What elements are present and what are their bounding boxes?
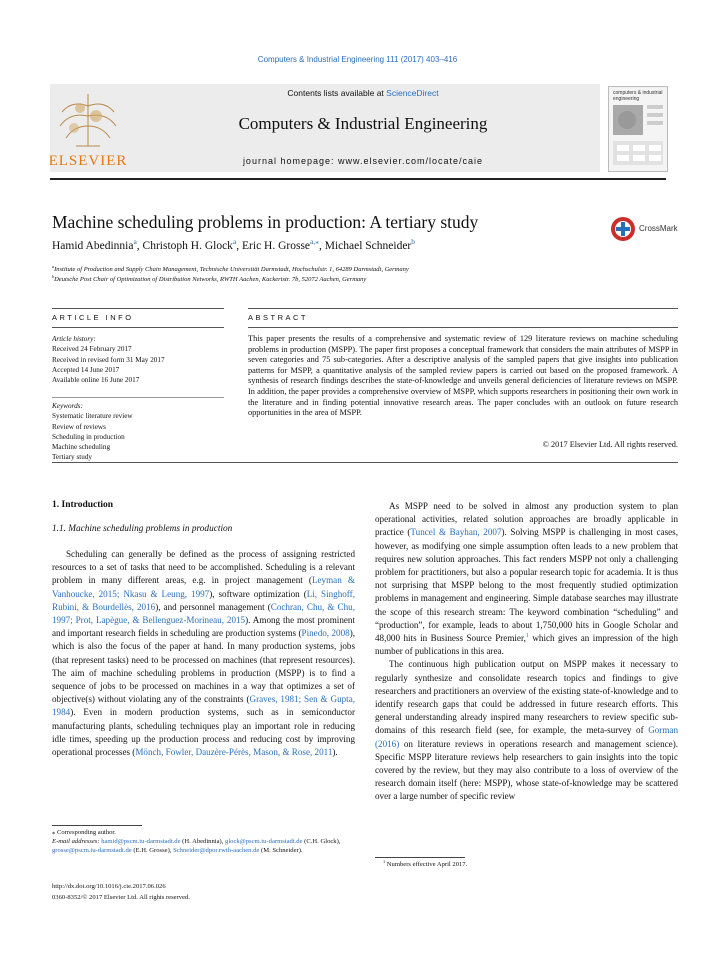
author-affiliation-marker[interactable]: a,⁎ xyxy=(310,237,319,247)
contents-prefix: Contents lists available at xyxy=(287,88,387,98)
citation-link[interactable]: Pinedo, 2008 xyxy=(301,628,350,639)
author-affiliation-marker[interactable]: b xyxy=(411,237,415,247)
abstract-text: This paper presents the results of a comprehensive and systematic review of 129 literature reviews on machine scheduling problems in production (MSPP). The paper first proposes a conceptual framework that considers the main attributes of MSPP in seven categories and 75 sub-categories. After a descriptive analysis of the sampled papers that give insights into publication patterns for MSPP, a quantitative analysis of the sampled review papers is carried out based on the proposed framework. A synthesis of research findings describes the state-of-knowledge and unveils general deficiencies of literature reviews on MSPP. In addition, the paper provides a comprehensive overview of MSPP, which supports researchers in positioning their own work in the literature and in finding potential innovative research areas. The paper concludes with an outlook on future research opportunities in the area of MSPP. xyxy=(248,334,678,418)
article-title: Machine scheduling problems in production: A tertiary study xyxy=(52,212,479,232)
keywords-label: Keywords: xyxy=(52,402,83,410)
citation-link[interactable]: Cochran, Chu, & Chu, 1997; Prot, Lapègue, & Bellenguez-Morineau, 2015 xyxy=(52,601,355,626)
corresponding-author: ⁎ Corresponding author. xyxy=(52,829,116,836)
body-paragraph: Scheduling can generally be defined as the process of assigning restricted resources to a set of tasks that need to be accomplished. Scheduling is a relevant problem in many different areas, e.g. in project management (Leyman & Vanhoucke, 2015; Nkasu & Leung, 1997), software optimization (Li, Singhoff, Rubini, & Bourdellès, 2016), and personnel management (Cochran, Chu, & Chu, 1997; Prot, Lapègue, & Bellenguez-Morineau, 2015). Among the most prominent and important research fields in scheduling are production systems (Pinedo, 2008), which is also the focus of the paper at hand. In many production systems, jobs (that represent tasks) need to be processed on machines (that represent resources). The aim of machine scheduling problems in production (MSPP) is to find a sequence of jobs to be processed on machines in a way that optimizes a set of objective(s) without violating any of the constraints (Graves, 1981; Sen & Gupta, 1984). Even in modern production systems, such as in semiconductor manufacturing plants, scheduling techniques play an important role in reducing idle times, speeding up the production process and reducing cost by improving operational processes (Mönch, Fowler, Dauzère-Pérès, Mason, & Rose, 2011). xyxy=(52,549,356,758)
journal-cover-thumbnail xyxy=(608,86,668,172)
crossmark-icon xyxy=(610,216,636,242)
elsevier-logo xyxy=(50,86,126,170)
intro-paragraph-left xyxy=(52,548,355,759)
affiliation-b: $^b$Deutsche Post Chair of Optimization of Distribution Networks, RWTH Aachen, Kackertstr. 7b, 52072 Aachen, Germany xyxy=(52,273,367,283)
section-heading: 1. Introduction xyxy=(52,500,114,510)
contents-line xyxy=(128,88,598,98)
abstract-rule-bottom xyxy=(52,462,678,463)
history-received: Received 24 February 2017 xyxy=(52,345,132,354)
svg-text:ELSEVIER: ELSEVIER xyxy=(50,153,126,169)
author-name: Eric H. Grosse xyxy=(242,240,311,252)
keywords-rule xyxy=(52,397,224,398)
history-revised: Received in revised form 31 May 2017 xyxy=(52,355,165,364)
copyright-line: © 2017 Elsevier Ltd. All rights reserved. xyxy=(542,440,678,449)
sciencedirect-link[interactable]: ScienceDirect xyxy=(386,88,439,98)
author-name: Hamid Abedinnia xyxy=(52,240,134,252)
keyword: Machine scheduling xyxy=(52,443,111,452)
homepage-url[interactable]: www.elsevier.com/locate/caie xyxy=(338,156,484,166)
history-online: Available online 16 June 2017 xyxy=(52,376,140,385)
abstract-heading: ABSTRACT xyxy=(248,313,309,322)
abstract-rule xyxy=(248,327,678,328)
subsection-heading: 1.1. Machine scheduling problems in production xyxy=(52,524,233,534)
doi-link[interactable]: http://dx.doi.org/10.1016/j.cie.2017.06.026 xyxy=(52,883,166,890)
citation-link[interactable]: Leyman & Vanhoucke, 2015; Nkasu & Leung, 1997 xyxy=(52,575,355,599)
keyword: Scheduling in production xyxy=(52,432,125,441)
article-info-heading: ARTICLE INFO xyxy=(52,313,134,322)
homepage-prefix: journal homepage: xyxy=(242,156,338,166)
affiliation-a: $^a$Institute of Production and Supply Chain Management, Technische Universität Darmstadt, Hochschulstr. 1, 64289 Darmstadt, Germany xyxy=(52,263,409,273)
keyword: Systematic literature review xyxy=(52,412,133,421)
email-addresses: E-mail addresses: hamid@pscm.tu-darmstadt.de (H. Abedinnia), glock@pscm.tu-darmstadt.de (C.H. Glock), grosse@pscm.tu-darmstadt.de (E.H. Grosse), Schneider@dpor.rwth-aachen.de (M. Schneider). xyxy=(52,838,341,855)
email-link[interactable]: grosse@pscm.tu-darmstadt.de xyxy=(52,847,132,855)
intro-column-right xyxy=(375,500,678,804)
author-affiliation-marker[interactable]: a xyxy=(232,237,237,247)
crossmark-badge[interactable] xyxy=(610,216,700,242)
corresponding-footnote xyxy=(52,828,357,856)
author-list: Hamid Abedinnia$^a$, Christoph H. Glock$^a$, Eric H. Grosse$^{a,⁎}$, Michael Schneider$^b$ xyxy=(52,237,415,252)
author-name: Christoph H. Glock xyxy=(142,240,233,252)
author-name: Michael Schneider xyxy=(324,240,412,252)
article-history xyxy=(52,334,224,385)
footnote-rule-right xyxy=(375,857,465,858)
body-paragraph: The continuous high publication output on MSPP makes it necessary to regularly synthesize and consolidate research topics and findings to give researchers and practitioners an overview of the existing state-of-knowledge and to identify research gaps that could be addressed in future research efforts. This general understanding already inspired many researchers to review specific sub-domains of this research field (see, for example, the meta-survey of Gorman (2016) on literature reviews in operations research and management science). Specific MSPP literature reviews help researchers to gain insights into the topic covered by the review, but they may also contribute to a loss of overview of the research domain itself (here: MSPP), whose state-of-knowledge may be scattered over a large number of specific review xyxy=(375,659,678,802)
history-accepted: Accepted 14 June 2017 xyxy=(52,365,120,374)
article-info-rule xyxy=(52,327,224,328)
keywords xyxy=(52,401,224,463)
abstract-rule-top xyxy=(248,308,678,309)
article-info-rule-top xyxy=(52,308,224,309)
issn-line: 0360-8352/© 2017 Elsevier Ltd. All rights reserved. xyxy=(52,894,190,901)
citation-link[interactable]: Tuncel & Bayhan, 2007 xyxy=(410,527,502,538)
history-label: Article history: xyxy=(52,335,96,343)
header-rule xyxy=(50,178,666,180)
email-link[interactable]: glock@pscm.tu-darmstadt.de xyxy=(225,838,303,846)
footnote-rule-left xyxy=(52,825,142,826)
journal-reference[interactable]: Computers & Industrial Engineering 111 (2017) 403–416 xyxy=(257,55,458,64)
email-link[interactable]: hamid@pscm.tu-darmstadt.de xyxy=(101,838,181,846)
journal-name: Computers & Industrial Engineering xyxy=(238,114,488,133)
email-link[interactable]: dpor.rwth-aachen.de xyxy=(205,847,260,855)
keyword: Tertiary study xyxy=(52,453,93,462)
citation-link[interactable]: Mönch, Fowler, Dauzère-Pérès, Mason, & Rose, 2011 xyxy=(135,747,333,758)
cover-title: computers & industrial engineering xyxy=(613,90,663,102)
citation-link[interactable]: Graves, 1981; Sen & Gupta, 1984 xyxy=(52,694,356,718)
body-paragraph: As MSPP need to be solved in almost any production system to plan operational activities, related solution approaches are broadly applicable in practice (Tuncel & Bayhan, 2007). Solving MSPP is challenging in most cases, however, as modifying one simple assumption often leads to a new problem that requires new solution approaches. This fact renders MSPP not only a challenging problem for practitioners, but also a popular research topic for academia. It is thus not surprising that MSPP belong to the most frequently studied optimization problems in management and engineering. Simple database searches may illustrate the scope of this research stream: The keyword combination “scheduling” and “production”, for example, leads to about 1,750,000 hits in Google Scholar and 48,000 hits in Business Source Premier,$^1$ which gives an impression of the high number of publications in this area. xyxy=(375,501,679,657)
footnote-marker[interactable]: 1 xyxy=(525,633,529,639)
crossmark-label: CrossMark xyxy=(639,224,678,233)
author-affiliation-marker[interactable]: a xyxy=(133,237,137,247)
footnote-1: $^1$ Numbers effective April 2017. xyxy=(383,858,468,868)
citation-link[interactable]: Gorman (2016) xyxy=(375,725,678,749)
email-link[interactable]: Schneider@ xyxy=(173,847,206,855)
journal-homepage xyxy=(128,156,598,166)
citation-link[interactable]: Li, Singhoff, Rubini, & Bourdellès, 2016 xyxy=(52,588,355,612)
keyword: Review of reviews xyxy=(52,422,106,431)
